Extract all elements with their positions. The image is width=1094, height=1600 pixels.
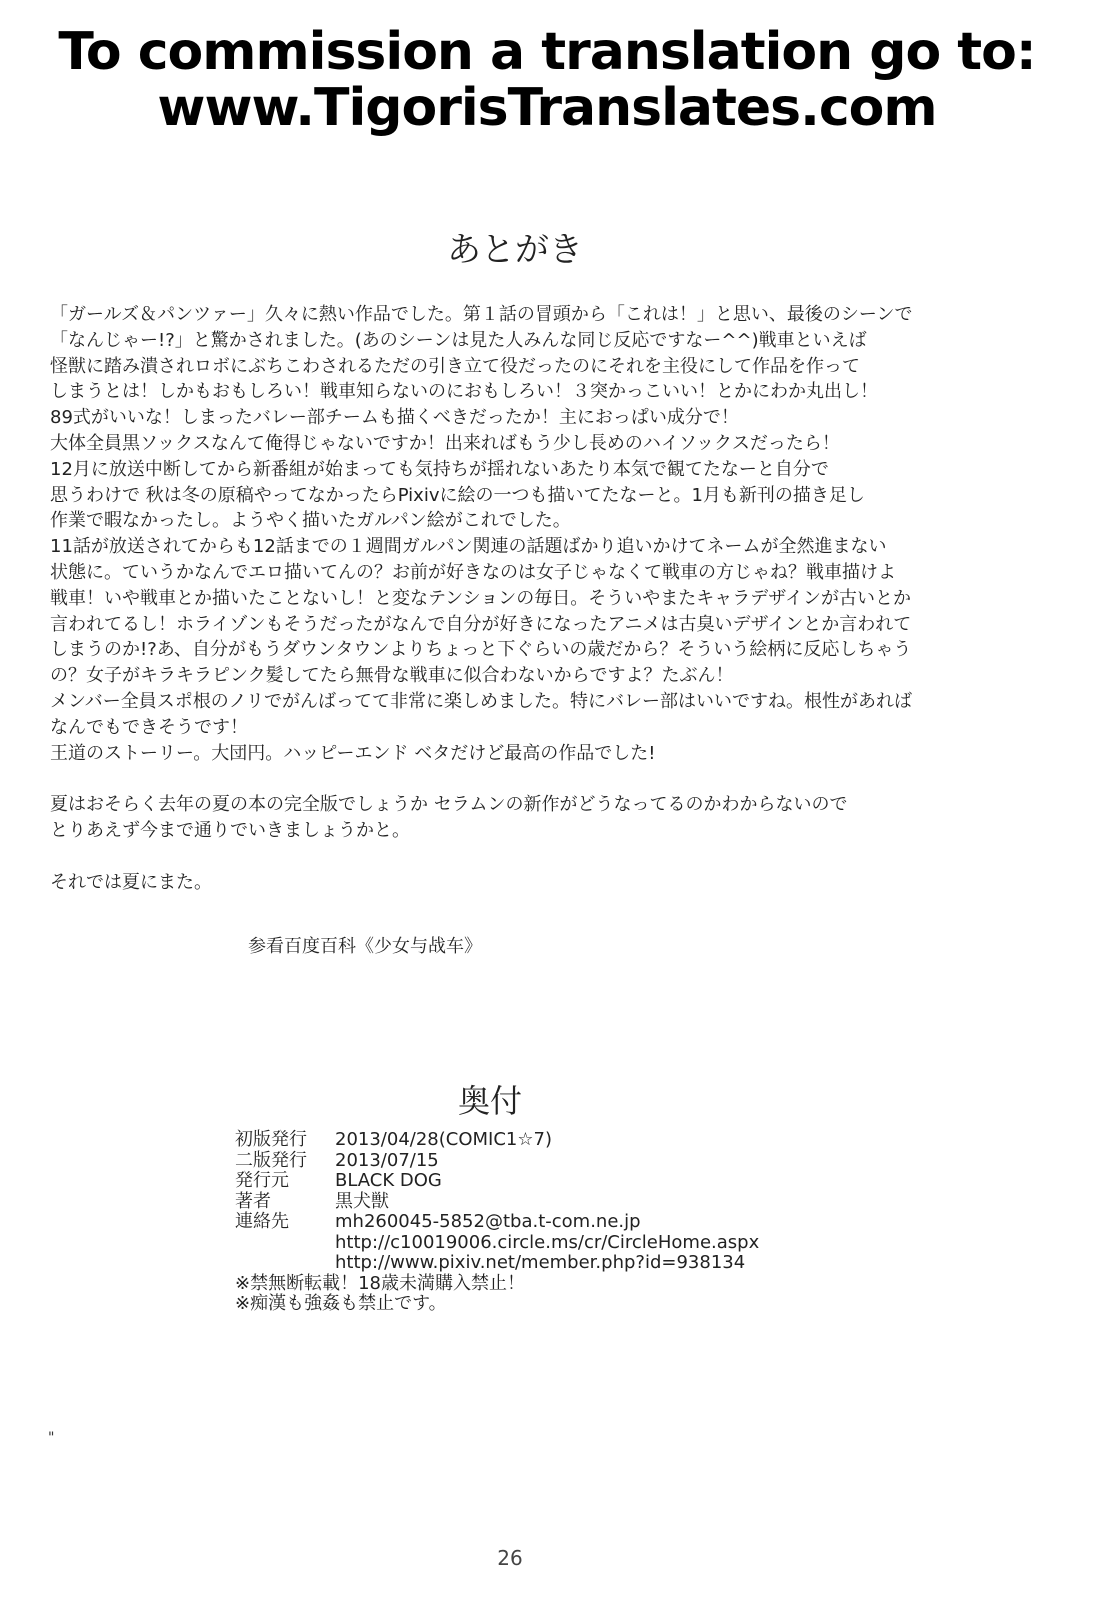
contact-email: mh260045-5852@tba.t-com.ne.jp bbox=[335, 1211, 641, 1232]
afterword-line: 89式がいいな！しまったバレー部チームも描くべきだったか！主におっぱい成分で！ bbox=[50, 407, 739, 429]
stray-mark: " bbox=[48, 1430, 55, 1446]
afterword-line: 怪獣に踏み潰されロボにぶちこわされるただの引き立て役だったのにそれを主役にして作品を作って bbox=[50, 355, 860, 377]
colophon-value: 2013/07/15 bbox=[335, 1149, 439, 1171]
colophon-row bbox=[235, 1233, 759, 1254]
afterword-line: しまうとは！しかもおもしろい！戦車知らないのにおもしろい！３突かっこいい！とかにわか丸出し！ bbox=[50, 381, 878, 403]
colophon-value: 2013/04/28(COMIC1☆7) bbox=[335, 1129, 552, 1150]
colophon-label bbox=[235, 1233, 335, 1254]
afterword-line: とりあえず今まで通りでいきましょうかと。 bbox=[50, 819, 410, 841]
afterword-line: 大体全員黒ソックスなんて俺得じゃないですか！出来ればもう少し長めのハイソックスだったら！ bbox=[50, 432, 840, 454]
page-number: 26 bbox=[497, 1546, 523, 1570]
afterword-line: 言われてるし！ホライゾンもそうだったがなんで自分が好きになったアニメは古臭いデザインとか言われて bbox=[50, 613, 912, 635]
colophon-row bbox=[235, 1171, 759, 1192]
afterword-line: 12月に放送中断してから新番組が始まっても気持ちが揺れないあたり本気で観てたなーと自分で bbox=[50, 458, 829, 480]
colophon-value: 黒犬獣 bbox=[335, 1190, 389, 1212]
translation-banner-line-1: To commission a translation go to: bbox=[58, 22, 1036, 82]
afterword-line: 夏はおそらく去年の夏の本の完全版でしょうか セラムンの新作がどうなってるのかわからないので bbox=[50, 794, 848, 816]
colophon-row bbox=[235, 1151, 759, 1172]
afterword-body bbox=[50, 302, 1050, 895]
colophon-row bbox=[235, 1192, 759, 1213]
afterword-line: 11話が放送されてからも12話までの１週間ガルパン関連の話題ばかり追いかけてネームが全然進まない bbox=[50, 536, 887, 558]
afterword-line: 思うわけで 秋は冬の原稿やってなかったらPixivに絵の一つも描いてたなーと。1月も新刊の描き足し bbox=[50, 484, 865, 506]
afterword-line: なんでもできそうです！ bbox=[50, 716, 248, 738]
afterword-line: 状態に。ていうかなんでエロ描いてんの？お前が好きなのは女子じゃなくて戦車の方じゃね？戦車描けよ bbox=[50, 561, 896, 583]
afterword-line: 「なんじゃー!?」と驚かされました。(あのシーンは見た人みんな同じ反応ですなー^^)戦車といえば bbox=[50, 329, 867, 351]
colophon-label: 連絡先 bbox=[235, 1211, 289, 1232]
afterword-closing: それでは夏にまた。 bbox=[50, 871, 212, 893]
colophon-value: BLACK DOG bbox=[335, 1170, 442, 1191]
reference-note: 参看百度百科《少女与战车》 bbox=[248, 936, 482, 957]
translation-banner-url: www.TigorisTranslates.com bbox=[157, 78, 937, 138]
afterword-line: の？女子がキラキラピンク髪してたら無骨な戦車に似合わないからですよ？たぶん！ bbox=[50, 665, 734, 687]
colophon-row bbox=[235, 1212, 759, 1233]
circle-url: http://c10019006.circle.ms/cr/CircleHome.aspx bbox=[335, 1231, 760, 1253]
afterword-line: 王道のストーリー。大団円。ハッピーエンド ベタだけど最高の作品でした! bbox=[50, 742, 656, 764]
afterword-line: 作業で暇なかったし。ようやく描いたガルパン絵がこれでした。 bbox=[50, 510, 571, 532]
afterword-line: しまうのか!?あ、自分がもうダウンタウンよりちょっと下ぐらいの歳だから？そういう絵柄に反応しちゃう bbox=[50, 639, 912, 661]
afterword-line: 戦車！いや戦車とか描いたことないし！と変なテンションの毎日。そういやまたキャラデザインが古いとか bbox=[50, 587, 912, 609]
colophon-label: 発行元 bbox=[235, 1170, 289, 1191]
colophon-label: 二版発行 bbox=[235, 1149, 307, 1171]
colophon-row bbox=[235, 1253, 759, 1274]
afterword-line: メンバー全員スポ根のノリでがんばってて非常に楽しめました。特にバレー部はいいですね。根性があれば bbox=[50, 690, 913, 712]
colophon-label: 初版発行 bbox=[235, 1129, 307, 1150]
pixiv-url: http://www.pixiv.net/member.php?id=938134 bbox=[335, 1252, 746, 1273]
colophon-note: ※禁無断転載！18歳未満購入禁止！ bbox=[235, 1272, 525, 1294]
colophon-row bbox=[235, 1130, 759, 1151]
afterword-title: あとがき bbox=[447, 230, 583, 270]
colophon bbox=[235, 1130, 759, 1315]
afterword-line: 「ガールズ＆パンツァー」久々に熱い作品でした。第１話の冒頭から「これは！」と思い、最後のシーンで bbox=[50, 304, 913, 325]
colophon-title: 奥付 bbox=[457, 1082, 522, 1120]
colophon-label bbox=[235, 1253, 335, 1274]
colophon-note: ※痴漢も強姦も禁止です。 bbox=[235, 1293, 447, 1314]
colophon-label: 著者 bbox=[235, 1190, 271, 1212]
